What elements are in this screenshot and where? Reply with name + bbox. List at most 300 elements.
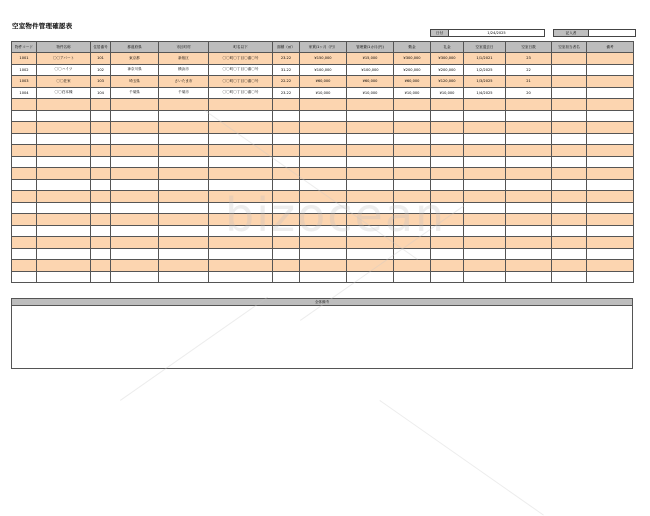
table-cell[interactable]: ¥10,000 (431, 87, 464, 99)
table-cell[interactable]: 102 (91, 64, 111, 76)
table-cell[interactable]: 千葉市 (159, 87, 209, 99)
table-cell[interactable] (552, 133, 587, 145)
table-cell[interactable] (431, 214, 464, 226)
table-cell[interactable] (12, 133, 37, 145)
table-cell[interactable] (552, 64, 587, 76)
table-cell[interactable] (552, 87, 587, 99)
table-cell[interactable] (300, 260, 347, 272)
table-cell[interactable] (300, 156, 347, 168)
table-cell[interactable] (464, 122, 506, 134)
table-cell[interactable] (506, 214, 552, 226)
table-cell[interactable] (464, 260, 506, 272)
table-cell[interactable] (209, 202, 273, 214)
table-cell[interactable] (506, 225, 552, 237)
entrant-field[interactable] (589, 30, 636, 37)
table-cell[interactable] (587, 87, 634, 99)
table-cell[interactable] (273, 225, 300, 237)
table-cell[interactable] (347, 248, 394, 260)
table-cell[interactable]: 1001 (12, 53, 37, 65)
table-cell[interactable] (587, 122, 634, 134)
table-cell[interactable] (159, 237, 209, 249)
table-cell[interactable] (464, 214, 506, 226)
table-cell[interactable] (506, 122, 552, 134)
table-cell[interactable] (552, 271, 587, 283)
table-cell[interactable] (431, 237, 464, 249)
table-cell[interactable] (111, 110, 159, 122)
table-cell[interactable]: 〇〇アパート (37, 53, 91, 65)
table-cell[interactable] (464, 168, 506, 180)
table-cell[interactable] (464, 237, 506, 249)
table-cell[interactable] (464, 248, 506, 260)
table-cell[interactable] (552, 76, 587, 88)
table-cell[interactable] (506, 99, 552, 111)
table-cell[interactable] (347, 191, 394, 203)
table-cell[interactable]: 神奈川県 (111, 64, 159, 76)
table-cell[interactable] (552, 110, 587, 122)
table-cell[interactable] (347, 156, 394, 168)
table-cell[interactable] (587, 225, 634, 237)
table-cell[interactable]: ¥60,000 (300, 76, 347, 88)
table-cell[interactable] (91, 156, 111, 168)
table-cell[interactable] (300, 225, 347, 237)
table-cell[interactable]: ¥15,000 (347, 53, 394, 65)
table-cell[interactable] (347, 214, 394, 226)
table-cell[interactable] (37, 225, 91, 237)
table-cell[interactable]: 23.22 (273, 53, 300, 65)
table-cell[interactable] (37, 237, 91, 249)
table-cell[interactable] (394, 179, 431, 191)
table-cell[interactable] (394, 248, 431, 260)
table-cell[interactable] (37, 271, 91, 283)
table-cell[interactable] (431, 99, 464, 111)
table-cell[interactable] (431, 133, 464, 145)
table-cell[interactable] (587, 156, 634, 168)
table-cell[interactable]: 横浜市 (159, 64, 209, 76)
table-cell[interactable] (587, 168, 634, 180)
table-cell[interactable] (347, 271, 394, 283)
table-cell[interactable]: ¥10,000 (300, 87, 347, 99)
table-cell[interactable] (552, 202, 587, 214)
table-cell[interactable] (347, 99, 394, 111)
table-cell[interactable] (273, 191, 300, 203)
table-cell[interactable] (587, 191, 634, 203)
table-cell[interactable] (111, 122, 159, 134)
table-cell[interactable] (273, 260, 300, 272)
table-cell[interactable] (394, 271, 431, 283)
table-cell[interactable] (394, 168, 431, 180)
table-cell[interactable] (464, 145, 506, 157)
table-cell[interactable]: ¥300,000 (431, 53, 464, 65)
table-cell[interactable] (209, 122, 273, 134)
table-cell[interactable] (300, 214, 347, 226)
table-cell[interactable] (506, 156, 552, 168)
table-cell[interactable] (37, 191, 91, 203)
date-field[interactable]: 1/24/2025 (449, 30, 545, 37)
table-cell[interactable] (111, 214, 159, 226)
table-cell[interactable] (273, 202, 300, 214)
table-cell[interactable] (12, 237, 37, 249)
table-cell[interactable] (12, 110, 37, 122)
table-cell[interactable] (111, 248, 159, 260)
table-cell[interactable] (552, 214, 587, 226)
table-cell[interactable] (12, 260, 37, 272)
table-cell[interactable] (347, 260, 394, 272)
table-cell[interactable]: 22.22 (273, 76, 300, 88)
table-cell[interactable]: 31.22 (273, 64, 300, 76)
table-cell[interactable] (111, 179, 159, 191)
table-cell[interactable] (431, 225, 464, 237)
table-cell[interactable] (587, 237, 634, 249)
table-cell[interactable]: 1/3/2025 (464, 76, 506, 88)
table-cell[interactable] (209, 179, 273, 191)
table-cell[interactable] (394, 133, 431, 145)
table-cell[interactable] (273, 179, 300, 191)
table-cell[interactable] (552, 260, 587, 272)
table-cell[interactable] (273, 110, 300, 122)
table-cell[interactable] (37, 168, 91, 180)
table-cell[interactable] (159, 122, 209, 134)
table-cell[interactable] (37, 133, 91, 145)
table-cell[interactable] (91, 214, 111, 226)
table-cell[interactable]: さいたま市 (159, 76, 209, 88)
table-cell[interactable] (464, 202, 506, 214)
table-cell[interactable] (12, 214, 37, 226)
table-cell[interactable] (506, 248, 552, 260)
notes-field[interactable] (12, 306, 632, 370)
table-cell[interactable] (37, 248, 91, 260)
table-cell[interactable] (37, 99, 91, 111)
table-cell[interactable] (347, 145, 394, 157)
table-cell[interactable] (300, 99, 347, 111)
table-cell[interactable] (464, 133, 506, 145)
table-cell[interactable] (506, 260, 552, 272)
table-cell[interactable]: ¥100,000 (300, 64, 347, 76)
table-cell[interactable] (506, 110, 552, 122)
table-cell[interactable]: ¥100,000 (347, 64, 394, 76)
table-cell[interactable] (587, 76, 634, 88)
table-cell[interactable] (347, 168, 394, 180)
table-cell[interactable] (587, 110, 634, 122)
table-cell[interactable] (159, 110, 209, 122)
table-cell[interactable] (273, 214, 300, 226)
table-cell[interactable] (464, 99, 506, 111)
table-cell[interactable] (300, 271, 347, 283)
table-cell[interactable] (91, 191, 111, 203)
table-cell[interactable] (12, 191, 37, 203)
table-cell[interactable] (347, 225, 394, 237)
table-cell[interactable] (300, 179, 347, 191)
table-cell[interactable] (431, 271, 464, 283)
table-cell[interactable] (300, 237, 347, 249)
table-cell[interactable] (159, 156, 209, 168)
table-cell[interactable] (209, 133, 273, 145)
table-cell[interactable] (506, 145, 552, 157)
table-cell[interactable] (91, 99, 111, 111)
table-cell[interactable] (37, 122, 91, 134)
table-cell[interactable] (209, 191, 273, 203)
table-cell[interactable]: 〇〇荘本棟 (37, 87, 91, 99)
table-cell[interactable]: 103 (91, 76, 111, 88)
table-cell[interactable] (111, 191, 159, 203)
table-cell[interactable] (431, 168, 464, 180)
table-cell[interactable]: 1/2/2025 (464, 64, 506, 76)
table-cell[interactable] (91, 179, 111, 191)
table-cell[interactable] (159, 133, 209, 145)
table-cell[interactable] (273, 99, 300, 111)
table-cell[interactable] (209, 99, 273, 111)
table-cell[interactable] (159, 225, 209, 237)
table-cell[interactable] (91, 248, 111, 260)
table-cell[interactable]: 1002 (12, 64, 37, 76)
table-cell[interactable] (347, 202, 394, 214)
table-cell[interactable]: 〇〇町〇丁目〇番〇号 (209, 64, 273, 76)
table-cell[interactable] (587, 53, 634, 65)
table-cell[interactable] (300, 191, 347, 203)
table-cell[interactable] (431, 179, 464, 191)
table-cell[interactable] (12, 202, 37, 214)
table-cell[interactable] (209, 260, 273, 272)
table-cell[interactable] (431, 248, 464, 260)
table-cell[interactable]: 〇〇町〇丁目〇番〇号 (209, 87, 273, 99)
table-cell[interactable] (12, 122, 37, 134)
table-cell[interactable] (464, 271, 506, 283)
table-cell[interactable] (394, 260, 431, 272)
table-cell[interactable] (111, 99, 159, 111)
table-cell[interactable] (91, 122, 111, 134)
table-cell[interactable] (300, 168, 347, 180)
table-cell[interactable] (300, 122, 347, 134)
table-cell[interactable]: 22 (506, 64, 552, 76)
table-cell[interactable] (394, 110, 431, 122)
table-cell[interactable] (12, 225, 37, 237)
table-cell[interactable] (587, 145, 634, 157)
table-cell[interactable] (159, 99, 209, 111)
table-cell[interactable] (12, 156, 37, 168)
table-cell[interactable]: 104 (91, 87, 111, 99)
table-cell[interactable] (159, 191, 209, 203)
table-cell[interactable]: ¥60,000 (394, 76, 431, 88)
table-cell[interactable] (587, 248, 634, 260)
table-cell[interactable]: 21 (506, 76, 552, 88)
table-cell[interactable] (209, 237, 273, 249)
table-cell[interactable] (506, 271, 552, 283)
table-cell[interactable] (394, 225, 431, 237)
table-cell[interactable] (394, 145, 431, 157)
table-cell[interactable] (91, 260, 111, 272)
table-cell[interactable] (209, 248, 273, 260)
table-cell[interactable]: 〇〇荘家 (37, 76, 91, 88)
table-cell[interactable] (12, 99, 37, 111)
table-cell[interactable] (587, 271, 634, 283)
table-cell[interactable]: ¥10,000 (394, 87, 431, 99)
table-cell[interactable]: ¥150,000 (300, 53, 347, 65)
table-cell[interactable] (506, 179, 552, 191)
table-cell[interactable] (464, 179, 506, 191)
table-cell[interactable] (273, 168, 300, 180)
table-cell[interactable] (91, 145, 111, 157)
table-cell[interactable]: ¥300,000 (394, 53, 431, 65)
table-cell[interactable] (273, 271, 300, 283)
table-cell[interactable] (587, 260, 634, 272)
table-cell[interactable]: 1/1/2021 (464, 53, 506, 65)
table-cell[interactable] (111, 168, 159, 180)
table-cell[interactable] (506, 133, 552, 145)
table-cell[interactable] (209, 168, 273, 180)
table-cell[interactable]: ¥10,000 (347, 87, 394, 99)
table-cell[interactable] (209, 110, 273, 122)
table-cell[interactable] (12, 145, 37, 157)
table-cell[interactable] (111, 156, 159, 168)
table-cell[interactable]: ¥120,000 (431, 76, 464, 88)
table-cell[interactable] (431, 260, 464, 272)
table-cell[interactable]: 101 (91, 53, 111, 65)
table-cell[interactable] (159, 168, 209, 180)
table-cell[interactable] (506, 237, 552, 249)
table-cell[interactable] (209, 225, 273, 237)
table-cell[interactable] (347, 179, 394, 191)
table-cell[interactable] (91, 110, 111, 122)
table-cell[interactable]: 〇〇町〇丁目〇番〇号 (209, 76, 273, 88)
table-cell[interactable] (209, 214, 273, 226)
table-cell[interactable] (552, 179, 587, 191)
table-cell[interactable] (111, 225, 159, 237)
table-cell[interactable] (91, 225, 111, 237)
table-cell[interactable] (587, 179, 634, 191)
table-cell[interactable]: 1/4/2025 (464, 87, 506, 99)
table-cell[interactable] (209, 271, 273, 283)
table-cell[interactable]: 千葉県 (111, 87, 159, 99)
table-cell[interactable] (347, 133, 394, 145)
table-cell[interactable] (587, 202, 634, 214)
table-cell[interactable]: 23 (506, 53, 552, 65)
table-cell[interactable] (394, 156, 431, 168)
table-cell[interactable] (464, 110, 506, 122)
table-cell[interactable] (394, 99, 431, 111)
table-cell[interactable] (431, 145, 464, 157)
table-cell[interactable] (552, 225, 587, 237)
table-cell[interactable] (464, 225, 506, 237)
table-cell[interactable] (273, 237, 300, 249)
table-cell[interactable] (552, 156, 587, 168)
table-cell[interactable] (37, 179, 91, 191)
table-cell[interactable]: 〇〇町〇丁目〇番〇号 (209, 53, 273, 65)
table-cell[interactable] (506, 202, 552, 214)
table-cell[interactable] (587, 133, 634, 145)
table-cell[interactable] (12, 271, 37, 283)
table-cell[interactable] (12, 248, 37, 260)
table-cell[interactable] (394, 237, 431, 249)
table-cell[interactable] (431, 202, 464, 214)
table-cell[interactable] (273, 156, 300, 168)
table-cell[interactable]: 新宿区 (159, 53, 209, 65)
table-cell[interactable]: 〇〇ハイツ (37, 64, 91, 76)
table-cell[interactable] (37, 145, 91, 157)
table-cell[interactable] (300, 248, 347, 260)
table-cell[interactable] (587, 64, 634, 76)
table-cell[interactable] (273, 248, 300, 260)
table-cell[interactable] (111, 260, 159, 272)
table-cell[interactable] (37, 260, 91, 272)
table-cell[interactable] (552, 168, 587, 180)
table-cell[interactable] (159, 179, 209, 191)
table-cell[interactable] (431, 110, 464, 122)
table-cell[interactable] (300, 133, 347, 145)
table-cell[interactable]: 埼玉県 (111, 76, 159, 88)
table-cell[interactable] (431, 191, 464, 203)
table-cell[interactable] (587, 99, 634, 111)
table-cell[interactable] (347, 237, 394, 249)
table-cell[interactable]: ¥60,000 (347, 76, 394, 88)
table-cell[interactable] (552, 237, 587, 249)
table-cell[interactable] (159, 145, 209, 157)
table-cell[interactable] (209, 145, 273, 157)
table-cell[interactable] (587, 214, 634, 226)
table-cell[interactable] (37, 214, 91, 226)
table-cell[interactable] (91, 271, 111, 283)
table-cell[interactable] (552, 145, 587, 157)
table-cell[interactable] (300, 145, 347, 157)
table-cell[interactable] (552, 248, 587, 260)
table-cell[interactable] (394, 191, 431, 203)
table-cell[interactable] (394, 202, 431, 214)
table-cell[interactable] (431, 156, 464, 168)
table-cell[interactable]: 20 (506, 87, 552, 99)
table-cell[interactable] (273, 133, 300, 145)
table-cell[interactable]: ¥200,000 (431, 64, 464, 76)
table-cell[interactable] (12, 168, 37, 180)
table-cell[interactable] (347, 122, 394, 134)
table-cell[interactable]: ¥200,000 (394, 64, 431, 76)
table-cell[interactable] (464, 191, 506, 203)
table-cell[interactable] (91, 168, 111, 180)
table-cell[interactable] (300, 110, 347, 122)
table-cell[interactable] (111, 202, 159, 214)
table-cell[interactable]: 東京都 (111, 53, 159, 65)
table-cell[interactable] (273, 145, 300, 157)
table-cell[interactable] (300, 202, 347, 214)
table-cell[interactable]: 1004 (12, 87, 37, 99)
table-cell[interactable] (347, 110, 394, 122)
table-cell[interactable] (159, 214, 209, 226)
table-cell[interactable] (394, 122, 431, 134)
table-cell[interactable] (506, 191, 552, 203)
table-cell[interactable] (111, 271, 159, 283)
table-cell[interactable] (37, 110, 91, 122)
table-cell[interactable] (273, 122, 300, 134)
table-cell[interactable]: 1003 (12, 76, 37, 88)
table-cell[interactable] (91, 133, 111, 145)
table-cell[interactable] (91, 202, 111, 214)
table-cell[interactable] (159, 260, 209, 272)
table-cell[interactable] (394, 214, 431, 226)
table-cell[interactable] (209, 156, 273, 168)
table-cell[interactable] (37, 202, 91, 214)
table-cell[interactable] (111, 237, 159, 249)
table-cell[interactable] (552, 53, 587, 65)
table-cell[interactable] (464, 156, 506, 168)
table-cell[interactable] (552, 99, 587, 111)
table-cell[interactable] (159, 202, 209, 214)
table-cell[interactable] (91, 237, 111, 249)
table-cell[interactable] (12, 179, 37, 191)
table-cell[interactable] (111, 145, 159, 157)
table-cell[interactable] (431, 122, 464, 134)
table-cell[interactable] (111, 133, 159, 145)
table-cell[interactable] (552, 191, 587, 203)
table-cell[interactable] (37, 156, 91, 168)
table-cell[interactable]: 23.22 (273, 87, 300, 99)
table-cell[interactable] (506, 168, 552, 180)
